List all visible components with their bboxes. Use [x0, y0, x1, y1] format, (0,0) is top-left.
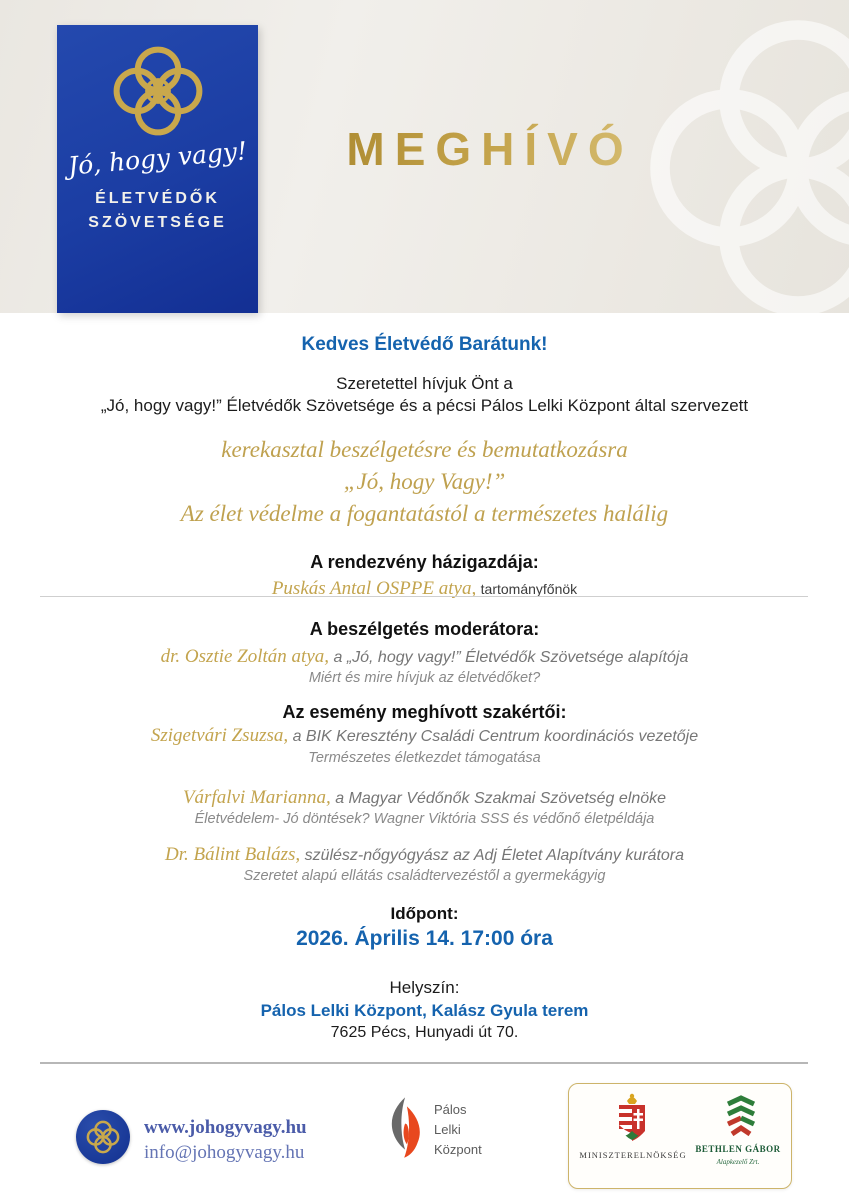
intro-line2: „Jó, hogy vagy!” Életvédők Szövetsége és a pécsi Pálos Lelki Központ által szervezett	[100, 396, 749, 415]
ministry-label: MINISZTERELNÖKSÉG	[579, 1150, 687, 1160]
org-name-line1: ÉLETVÉDŐK	[95, 190, 220, 207]
logo-script-text: Jó, hogy vagy!	[66, 136, 249, 181]
moderator-name: dr. Osztie Zoltán atya,	[160, 646, 330, 667]
bethlen-gabor-emblem-icon	[721, 1094, 761, 1142]
experts-heading: Az esemény meghívott szakértői:	[282, 702, 567, 722]
time-label: Időpont:	[390, 904, 459, 923]
sponsor-logos-box	[568, 1083, 792, 1189]
palos-center-name	[434, 1100, 482, 1160]
section-divider	[40, 596, 808, 597]
footer-knot-icon	[85, 1119, 121, 1155]
expert-role: szülész-nőgyógyász az Adj Életet Alapítvány kurátora	[304, 847, 685, 864]
email-link[interactable]: info@johogyvagy.hu	[144, 1142, 305, 1163]
time-value: 2026. Április 14. 17:00 óra	[296, 927, 553, 950]
expert-role: a Magyar Védőnők Szakmai Szövetség elnöke	[335, 790, 667, 807]
expert-topic: Életvédelem- Jó döntések? Wagner Viktória SSS és védőnő életpéldája	[194, 811, 655, 827]
hungary-coat-of-arms-icon	[613, 1093, 651, 1147]
venue-value: Pálos Lelki Központ, Kalász Gyula terem	[260, 1001, 589, 1020]
footer-divider	[40, 1062, 808, 1064]
palos-line2: Lelki	[434, 1122, 461, 1137]
greeting: Kedves Életvédő Barátunk!	[301, 334, 548, 355]
moderator-heading: A beszélgetés moderátora:	[309, 619, 540, 639]
page-title: MEGHÍVÓ	[300, 122, 680, 176]
moderator-topic: Miért és mire hívjuk az életvédőket?	[308, 670, 541, 686]
bethlen-subtitle: Alapkezelő Zrt.	[716, 1158, 760, 1166]
expert-line	[0, 787, 849, 809]
expert-role: a BIK Keresztény Családi Centrum koordinációs vezetője	[292, 728, 699, 745]
knot-logo-icon	[112, 45, 204, 137]
intro-line1: Szeretettel hívjuk Önt a	[336, 374, 513, 393]
venue-address: 7625 Pécs, Hunyadi út 70.	[330, 1024, 519, 1041]
bethlen-name: BETHLEN GÁBOR	[695, 1144, 781, 1154]
expert-topic: Szeretet alapú ellátás családtervezéstől a gyermekágyig	[243, 868, 606, 884]
host-name: Puskás Antal OSPPE atya,	[271, 578, 477, 599]
palos-line1: Pálos	[434, 1102, 467, 1117]
venue-label: Helyszín:	[389, 978, 460, 997]
host-heading: A rendezvény házigazdája:	[310, 552, 539, 572]
moderator-line	[0, 646, 849, 668]
event-title-line1: kerekasztal beszélgetésre és bemutatkozásra	[221, 437, 628, 462]
expert-name: Szigetvári Zsuzsa,	[150, 725, 289, 746]
expert-name: Dr. Bálint Balázs,	[164, 844, 301, 865]
footer-knot-badge	[76, 1110, 130, 1164]
org-logo-box	[57, 25, 258, 313]
palos-flame-icon	[388, 1096, 424, 1160]
org-name	[57, 187, 258, 235]
contact-block	[144, 1115, 307, 1165]
event-title-line3: Az élet védelme a fogantatástól a természetes halálig	[180, 501, 669, 526]
host-role: tartományfőnök	[480, 581, 578, 597]
website-link[interactable]: www.johogyvagy.hu	[144, 1117, 307, 1138]
org-name-line2: SZÖVETSÉGE	[88, 214, 227, 231]
expert-name: Várfalvi Marianna,	[182, 787, 331, 808]
expert-topic: Természetes életkezdet támogatása	[308, 750, 541, 766]
moderator-role: a „Jó, hogy vagy!” Életvédők Szövetsége alapítója	[333, 649, 689, 666]
palos-line3: Központ	[434, 1142, 482, 1157]
event-title-line2: „Jó, hogy Vagy!”	[343, 469, 506, 494]
expert-line	[0, 844, 849, 866]
expert-line	[0, 725, 849, 747]
